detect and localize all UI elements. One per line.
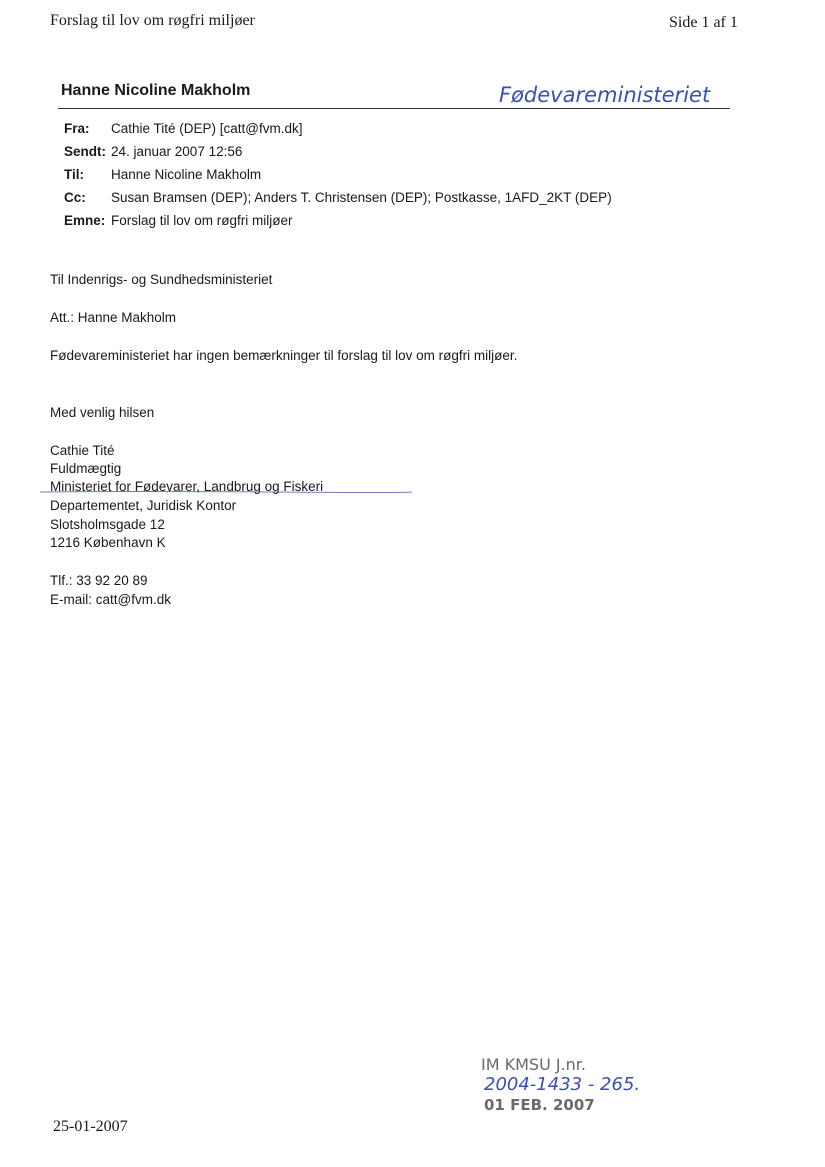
- page-number: Side 1 af 1: [669, 14, 738, 31]
- contact-email: E-mail: catt@fvm.dk: [50, 592, 171, 607]
- recipient-heading: Hanne Nicoline Makholm: [61, 82, 251, 99]
- addressee-line: Til Indenrigs- og Sundhedsministeriet: [50, 272, 273, 287]
- sent-label: Sendt:: [64, 144, 106, 159]
- sent-value: 24. januar 2007 12:56: [111, 144, 243, 159]
- signature-street: Slotsholmsgade 12: [50, 517, 165, 532]
- footer-date: 25-01-2007: [53, 1118, 128, 1135]
- signature-department: Departementet, Juridisk Kontor: [50, 498, 237, 513]
- subject-label: Emne:: [64, 213, 106, 228]
- handwritten-note: Fødevareministeriet: [499, 83, 711, 107]
- cc-label: Cc:: [64, 190, 86, 205]
- receipt-stamp: [478, 1052, 728, 1116]
- contact-phone: Tlf.: 33 92 20 89: [50, 573, 148, 588]
- handwritten-annotation: [495, 76, 735, 112]
- header-divider: [58, 108, 730, 109]
- closing-text: Med venlig hilsen: [50, 405, 155, 420]
- signature-title: Fuldmægtig: [50, 461, 122, 476]
- stamp-office: IM KMSU J.nr.: [481, 1055, 586, 1074]
- signature-city: 1216 København K: [50, 535, 166, 550]
- subject-value: Forslag til lov om røgfri miljøer: [111, 213, 293, 228]
- page-header-title: Forslag til lov om røgfri miljøer: [50, 12, 255, 29]
- signature-ministry: Ministeriet for Fødevarer, Landbrug og Fiskeri: [50, 479, 324, 494]
- message-text: Fødevareministeriet har ingen bemærkninger til forslag til lov om røgfri miljøer.: [50, 348, 518, 363]
- to-label: Til:: [64, 167, 84, 182]
- stamp-case-number: 2004-1433 - 265.: [484, 1074, 641, 1095]
- cc-value: Susan Bramsen (DEP); Anders T. Christensen (DEP); Postkasse, 1AFD_2KT (DEP): [111, 190, 612, 205]
- handwritten-underline: [40, 491, 412, 493]
- stamp-date: 01 FEB. 2007: [484, 1096, 595, 1114]
- attention-line: Att.: Hanne Makholm: [50, 310, 177, 325]
- from-value: Cathie Tité (DEP) [catt@fvm.dk]: [111, 121, 303, 136]
- signature-name: Cathie Tité: [50, 443, 115, 458]
- to-value: Hanne Nicoline Makholm: [111, 167, 262, 182]
- from-label: Fra:: [64, 121, 90, 136]
